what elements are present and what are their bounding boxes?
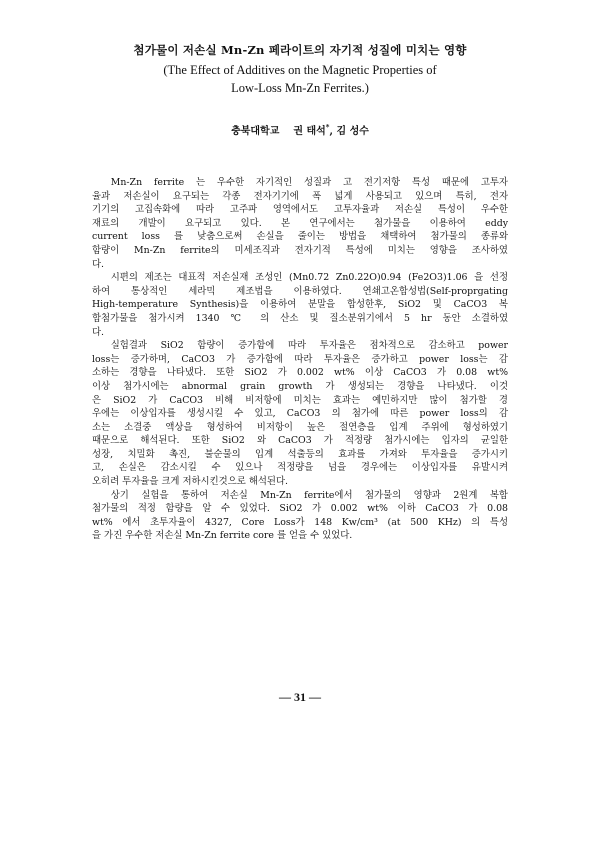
text-line: 실험결과 SiO2 함량이 증가함에 따라 투자율은 점차적으로 감소하고 power [92,340,508,352]
paragraph-2 [92,271,508,339]
author-name-1: 권 태석 [293,126,326,137]
abstract-body [92,176,508,543]
text-line: 을 가진 우수한 저손실 Mn-Zn ferrite core 를 얻을 수 있었다. [92,530,353,542]
text-line: High-temperature Synthesis)을 이용하여 분말을 합성한후, SiO2 및 CaCO3 복 [92,299,508,311]
title-english-line1: (The Effect of Additives on the Magnetic Properties of [163,63,437,77]
text-line: 다. [92,326,105,338]
text-line: 우에는 이상입자를 생성시킬 수 있고, CaCO3 의 첨가에 따른 power loss의 감 [92,408,508,420]
text-line: 시편의 제조는 대표적 저손실재 조성인 (Mn0.72 Zn0.22O)0.94 (Fe2O3)1.06 을 선정 [92,272,508,284]
page-number: — 31 — [279,690,321,704]
text-line: 소하는 경향을 나타냈다. 또한 SiO2 가 0.002 wt% 이상 CaCO3 가 0.08 wt% [92,367,508,379]
text-line: 은 SiO2 가 CaCO3 비해 비저항에 미치는 효과는 예민하지만 많이 첨가할 경 [92,394,508,406]
text-line: 기기의 고집속화에 따라 고주파 영역에서도 고투자율과 저손실 특성이 우수한 [92,204,508,216]
author-separator: , [329,126,337,137]
corresponding-marker: * [325,122,330,132]
paragraph-1 [92,176,508,271]
text-line: 율과 저손실이 요구되는 각종 전자기기에 폭 넓게 사용되고 있으며 특히, 전자 [92,190,508,202]
text-line: Mn-Zn ferrite 는 우수한 자기적인 성질과 고 전기저항 특성 때문에 고투자 [92,177,508,188]
text-line: 첨가물의 적정 함량을 알 수 있었다. SiO2 가 0.002 wt% 이하 CaCO3 가 0.08 [92,503,508,515]
text-line: 성장, 치밀화 촉진, 불순물의 입계 석출등의 효과를 가져와 투자율을 증가시키 [92,448,508,460]
text-line: 다. [92,258,105,270]
text-line: loss는 증가하며, CaCO3 가 증가함에 따라 투자율은 증가하고 power loss는 감 [92,353,508,365]
author-line [0,122,600,137]
text-line: 재료의 개발이 요구되고 있다. 본 연구에서는 첨가물을 이용하여 eddy [92,217,508,229]
title-english-line2: Low-Loss Mn-Zn Ferrites.) [231,81,369,95]
text-line: 오히려 투자율을 크게 저하시킨것으로 해석된다. [92,476,289,488]
text-line: 함량이 Mn-Zn ferrite의 미세조직과 전자기적 특성에 미치는 영향을 조사하였 [92,244,508,256]
text-line: 상기 실험을 통하여 저손실 Mn-Zn ferrite에서 첨가물의 영향과 2원계 복합 [92,489,508,501]
affiliation: 충북대학교 [231,126,280,137]
text-line: 합첨가물을 첨가시켜 1340 ℃ 의 산소 및 질소분위기에서 5 hr 동안 소결하였 [92,312,508,324]
paragraph-3 [92,339,508,489]
text-line: 이상 첨가시에는 abnormal grain growth 가 생성되는 경향을 나타냈다. 이것 [92,380,508,392]
text-line: 고, 손실은 감소시킬 수 있으나 적정량을 넘을 경우에는 이상입자를 유발시켜 [92,462,508,474]
text-line: current loss 를 낮춤으로써 손실을 줄이는 방법을 채택하여 첨가물의 종류와 [92,231,508,243]
text-line: 하여 통상적인 세라믹 제조법을 이용하였다. 연쇄고온합성법(Self-proprgating [92,285,508,297]
title-korean: 첨가물이 저손실 Mn-Zn 페라이트의 자기적 성질에 미치는 영향 [133,43,467,57]
text-line: 때문으로 해석된다. 또한 SiO2 와 CaCO3 가 적정량 첨가시에는 입자의 균일한 [92,435,508,447]
author-name-2: 김 성수 [336,126,369,137]
paragraph-4 [92,489,508,543]
text-line: wt% 에서 초투자율이 4327, Core Loss가 148 Kw/cm³ (at 500 KHz) 의 특성 [92,516,508,528]
text-line: 소는 소결중 액상을 형성하여 비저항이 높은 절연층을 입계 주위에 형성하였기 [92,421,508,433]
